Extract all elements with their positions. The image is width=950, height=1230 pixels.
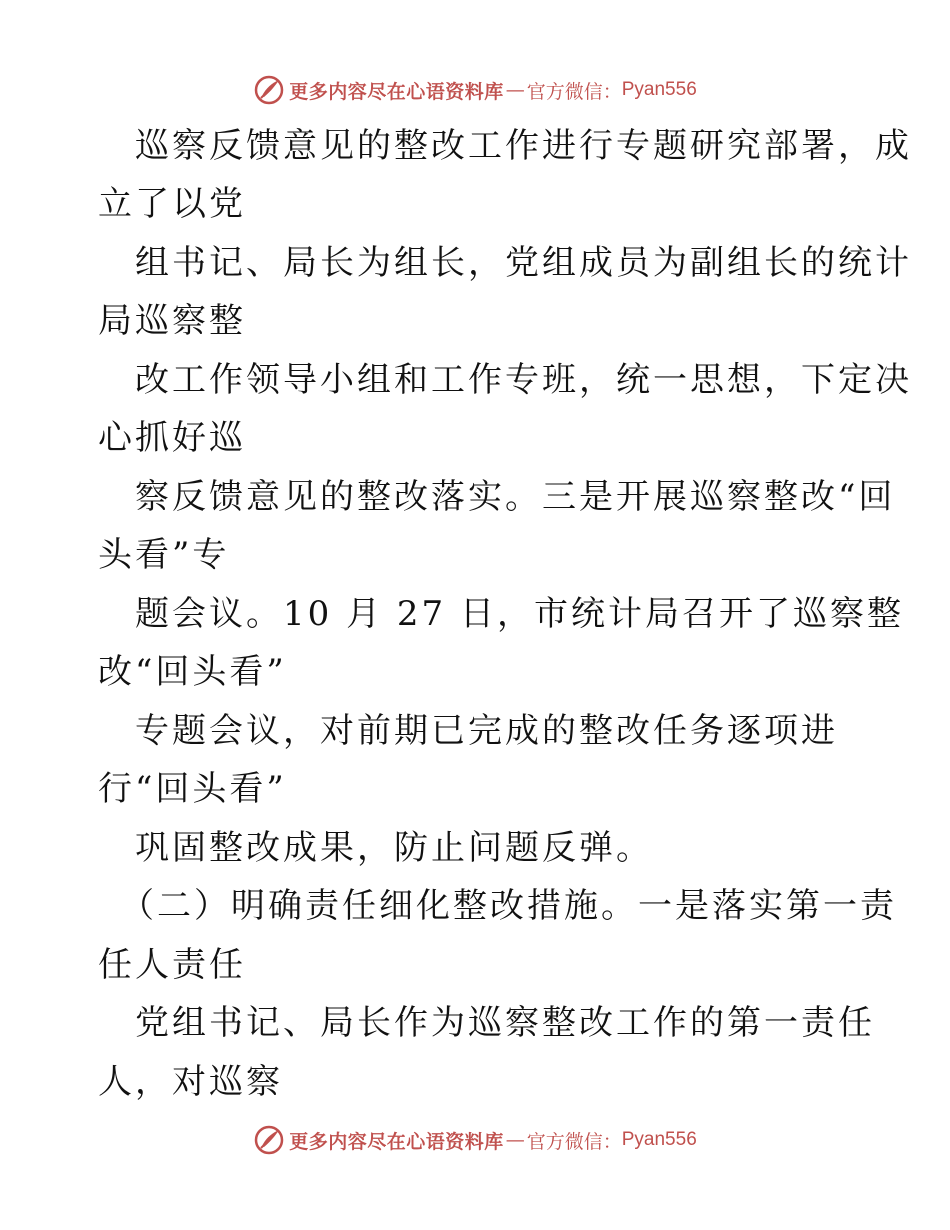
banner-brand: 更多内容尽在心语资料库	[289, 1130, 504, 1153]
body-line: 党组书记、局长作为巡察整改工作的第一责任	[135, 1003, 875, 1043]
body-line: 组书记、局长为组长，党组成员为副组长的统计	[135, 243, 912, 283]
body-line: 行“回头看”	[98, 769, 287, 809]
body-line: 局巡察整	[98, 301, 246, 341]
quill-logo-icon	[253, 1124, 285, 1156]
body-line: 头看”专	[98, 535, 230, 575]
body-line: 任人责任	[98, 945, 246, 985]
header-banner	[0, 73, 950, 107]
quill-logo-icon	[253, 74, 285, 106]
body-line: （二）明确责任细化整改措施。一是落实第一责	[120, 886, 897, 926]
body-line: 巩固整改成果，防止问题反弹。	[135, 828, 653, 868]
banner-dash: —	[505, 79, 525, 101]
body-line: 专题会议，对前期已完成的整改任务逐项进	[135, 711, 838, 751]
body-line: 人，对巡察	[98, 1062, 283, 1102]
banner-handle: Pyan556	[621, 1129, 697, 1150]
banner-handle: Pyan556	[621, 79, 697, 100]
banner-wechat-label: 官方微信：	[526, 1130, 622, 1153]
body-line: 巡察反馈意见的整改工作进行专题研究部署，成	[135, 126, 912, 166]
body-line: 心抓好巡	[98, 418, 246, 458]
footer-banner	[0, 1123, 950, 1157]
body-line: 察反馈意见的整改落实。三是开展巡察整改“回	[135, 477, 896, 517]
banner-wechat-label: 官方微信：	[526, 80, 622, 103]
banner-brand: 更多内容尽在心语资料库	[289, 80, 504, 103]
body-line: 题会议。10 月 27 日，市统计局召开了巡察整	[135, 594, 904, 634]
body-line: 立了以党	[98, 184, 246, 224]
banner-dash: —	[505, 1129, 525, 1151]
body-line: 改工作领导小组和工作专班，统一思想，下定决	[135, 360, 912, 400]
body-line: 改“回头看”	[98, 652, 287, 692]
